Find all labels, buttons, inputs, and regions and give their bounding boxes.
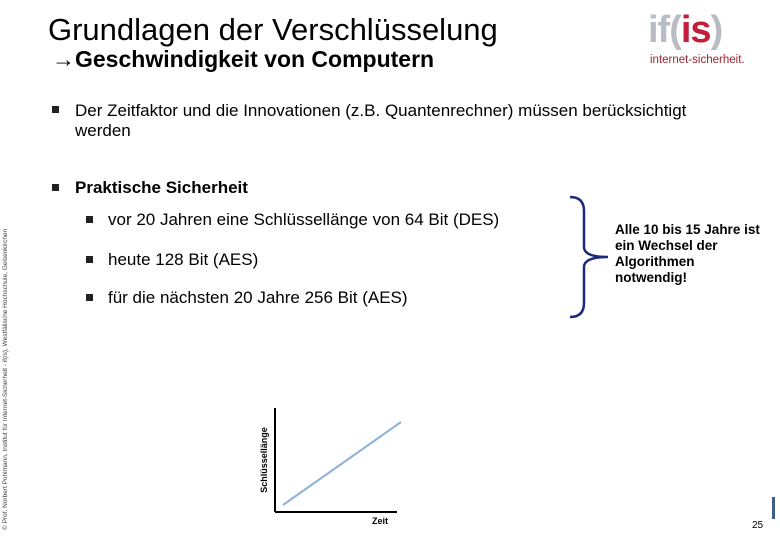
bullet-square-icon — [52, 106, 59, 113]
logo-wordmark: if(is) — [648, 9, 723, 51]
ifis-logo — [648, 8, 758, 70]
arrow-right-icon: → — [52, 46, 75, 72]
sub-bullet-square-icon — [86, 216, 93, 223]
algorithm-change-note: Alle 10 bis 15 Jahre ist ein Wechsel der Algorithmen notwendig! — [615, 222, 760, 285]
sub-bullet-text-des: vor 20 Jahren eine Schlüssellänge von 64 Bit (DES) — [108, 210, 500, 229]
sub-bullet-square-icon — [86, 256, 93, 263]
footer-accent-line — [772, 497, 775, 519]
bullet-square-icon — [52, 184, 59, 191]
curly-brace-icon — [568, 195, 612, 320]
logo-subtext: internet-sicherheit. — [650, 54, 745, 66]
bullet-text-zeitfaktor: Der Zeitfaktor und die Innovationen (z.B. Quantenrechner) müssen berücksichtigt werden — [75, 101, 687, 140]
sub-bullet-text-aes128: heute 128 Bit (AES) — [108, 250, 259, 269]
copyright-vertical: © Prof. Norbert Pohlmann, Institut für Internet-Sicherheit - if(is), Westfälische Hochschule, Gelsenkirchen — [2, 228, 9, 530]
sub-bullet-square-icon — [86, 294, 93, 301]
chart-xlabel: Zeit — [371, 516, 389, 526]
keylength-over-time-chart — [255, 400, 405, 530]
slide-subtitle — [52, 46, 434, 73]
slide-title: Grundlagen der Verschlüsselung — [48, 12, 498, 47]
chart-ylabel: Schlüssellänge — [259, 427, 269, 493]
growth-line — [283, 422, 401, 505]
sub-bullet-text-aes256: für die nächsten 20 Jahre 256 Bit (AES) — [108, 288, 408, 307]
page-number: 25 — [752, 520, 764, 531]
slide-subtitle-text: Geschwindigkeit von Computern — [75, 46, 435, 72]
bullet-text-praktische-sicherheit: Praktische Sicherheit — [75, 178, 248, 197]
